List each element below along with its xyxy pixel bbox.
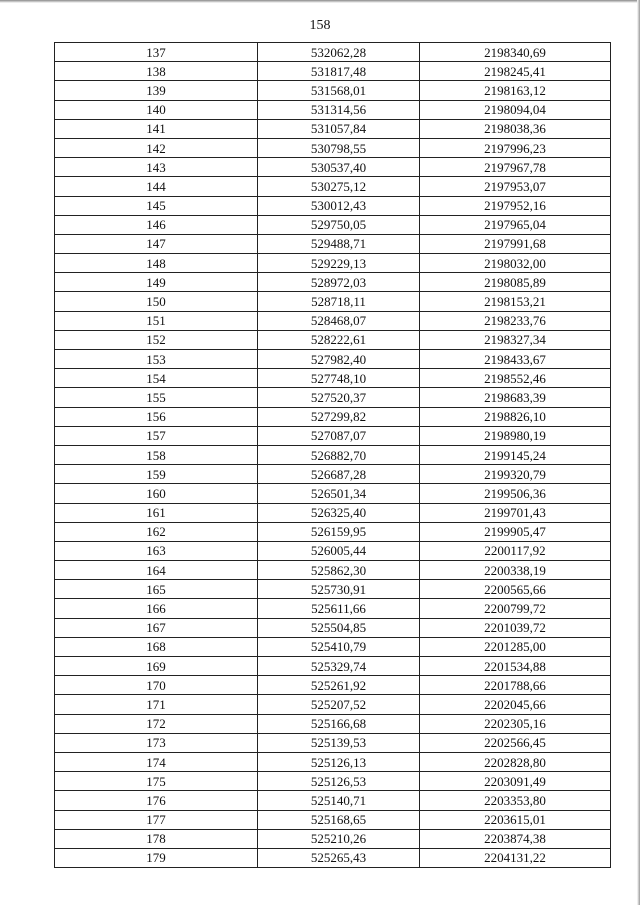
point-number-cell: 174 [55, 752, 258, 771]
x-coordinate-cell: 526687,28 [258, 465, 420, 484]
table-row [55, 445, 611, 464]
table-row [55, 733, 611, 752]
table-row [55, 561, 611, 580]
point-number-cell: 148 [55, 254, 258, 273]
point-number-cell: 140 [55, 100, 258, 119]
point-number-cell: 154 [55, 369, 258, 388]
x-coordinate-cell: 530537,40 [258, 158, 420, 177]
y-coordinate-cell: 2198038,36 [420, 119, 611, 138]
y-coordinate-cell: 2198245,41 [420, 62, 611, 81]
point-number-cell: 142 [55, 138, 258, 157]
y-coordinate-cell: 2197991,68 [420, 234, 611, 253]
y-coordinate-cell: 2198085,89 [420, 273, 611, 292]
table-row [55, 810, 611, 829]
x-coordinate-cell: 528468,07 [258, 311, 420, 330]
point-number-cell: 177 [55, 810, 258, 829]
x-coordinate-cell: 526501,34 [258, 484, 420, 503]
x-coordinate-cell: 530275,12 [258, 177, 420, 196]
table-row [55, 848, 611, 867]
table-row [55, 580, 611, 599]
table-row [55, 637, 611, 656]
x-coordinate-cell: 532062,28 [258, 43, 420, 62]
coordinates-table [54, 42, 611, 868]
table-row [55, 676, 611, 695]
point-number-cell: 145 [55, 196, 258, 215]
point-number-cell: 139 [55, 81, 258, 100]
x-coordinate-cell: 525862,30 [258, 561, 420, 580]
y-coordinate-cell: 2200117,92 [420, 541, 611, 560]
point-number-cell: 170 [55, 676, 258, 695]
table-row [55, 138, 611, 157]
y-coordinate-cell: 2199506,36 [420, 484, 611, 503]
table-row [55, 158, 611, 177]
point-number-cell: 163 [55, 541, 258, 560]
y-coordinate-cell: 2200799,72 [420, 599, 611, 618]
y-coordinate-cell: 2202828,80 [420, 752, 611, 771]
y-coordinate-cell: 2202566,45 [420, 733, 611, 752]
x-coordinate-cell: 525140,71 [258, 791, 420, 810]
point-number-cell: 161 [55, 503, 258, 522]
table-row [55, 772, 611, 791]
x-coordinate-cell: 527087,07 [258, 426, 420, 445]
x-coordinate-cell: 525730,91 [258, 580, 420, 599]
x-coordinate-cell: 531314,56 [258, 100, 420, 119]
x-coordinate-cell: 525329,74 [258, 657, 420, 676]
table-row [55, 484, 611, 503]
point-number-cell: 146 [55, 215, 258, 234]
x-coordinate-cell: 525168,65 [258, 810, 420, 829]
x-coordinate-cell: 528222,61 [258, 330, 420, 349]
table-row [55, 62, 611, 81]
point-number-cell: 151 [55, 311, 258, 330]
x-coordinate-cell: 525265,43 [258, 848, 420, 867]
y-coordinate-cell: 2198153,21 [420, 292, 611, 311]
point-number-cell: 167 [55, 618, 258, 637]
point-number-cell: 158 [55, 445, 258, 464]
scan-top-edge [0, 0, 640, 3]
point-number-cell: 159 [55, 465, 258, 484]
x-coordinate-cell: 528718,11 [258, 292, 420, 311]
table-row [55, 791, 611, 810]
y-coordinate-cell: 2198433,67 [420, 350, 611, 369]
x-coordinate-cell: 525611,66 [258, 599, 420, 618]
point-number-cell: 164 [55, 561, 258, 580]
table-row [55, 369, 611, 388]
point-number-cell: 173 [55, 733, 258, 752]
y-coordinate-cell: 2198980,19 [420, 426, 611, 445]
y-coordinate-cell: 2197965,04 [420, 215, 611, 234]
table-row [55, 81, 611, 100]
y-coordinate-cell: 2201039,72 [420, 618, 611, 637]
table-row [55, 657, 611, 676]
x-coordinate-cell: 525504,85 [258, 618, 420, 637]
y-coordinate-cell: 2199145,24 [420, 445, 611, 464]
point-number-cell: 171 [55, 695, 258, 714]
point-number-cell: 141 [55, 119, 258, 138]
y-coordinate-cell: 2201285,00 [420, 637, 611, 656]
point-number-cell: 138 [55, 62, 258, 81]
x-coordinate-cell: 530012,43 [258, 196, 420, 215]
x-coordinate-cell: 525410,79 [258, 637, 420, 656]
y-coordinate-cell: 2198327,34 [420, 330, 611, 349]
table-row [55, 407, 611, 426]
y-coordinate-cell: 2203091,49 [420, 772, 611, 791]
y-coordinate-cell: 2198340,69 [420, 43, 611, 62]
table-row [55, 714, 611, 733]
x-coordinate-cell: 525166,68 [258, 714, 420, 733]
table-row [55, 234, 611, 253]
x-coordinate-cell: 525126,13 [258, 752, 420, 771]
point-number-cell: 166 [55, 599, 258, 618]
y-coordinate-cell: 2204131,22 [420, 848, 611, 867]
y-coordinate-cell: 2200338,19 [420, 561, 611, 580]
point-number-cell: 169 [55, 657, 258, 676]
x-coordinate-cell: 530798,55 [258, 138, 420, 157]
point-number-cell: 160 [55, 484, 258, 503]
y-coordinate-cell: 2197952,16 [420, 196, 611, 215]
x-coordinate-cell: 527748,10 [258, 369, 420, 388]
point-number-cell: 143 [55, 158, 258, 177]
y-coordinate-cell: 2202305,16 [420, 714, 611, 733]
point-number-cell: 153 [55, 350, 258, 369]
table-row [55, 465, 611, 484]
y-coordinate-cell: 2198163,12 [420, 81, 611, 100]
table-row [55, 752, 611, 771]
point-number-cell: 144 [55, 177, 258, 196]
table-row [55, 388, 611, 407]
x-coordinate-cell: 531817,48 [258, 62, 420, 81]
y-coordinate-cell: 2202045,66 [420, 695, 611, 714]
x-coordinate-cell: 529488,71 [258, 234, 420, 253]
x-coordinate-cell: 527299,82 [258, 407, 420, 426]
x-coordinate-cell: 525261,92 [258, 676, 420, 695]
x-coordinate-cell: 526882,70 [258, 445, 420, 464]
table-row [55, 119, 611, 138]
table-row [55, 829, 611, 848]
y-coordinate-cell: 2198233,76 [420, 311, 611, 330]
x-coordinate-cell: 525207,52 [258, 695, 420, 714]
y-coordinate-cell: 2198683,39 [420, 388, 611, 407]
page-number: 158 [309, 18, 331, 33]
y-coordinate-cell: 2197953,07 [420, 177, 611, 196]
y-coordinate-cell: 2198032,00 [420, 254, 611, 273]
point-number-cell: 150 [55, 292, 258, 311]
point-number-cell: 172 [55, 714, 258, 733]
table-row [55, 599, 611, 618]
y-coordinate-cell: 2201534,88 [420, 657, 611, 676]
table-row [55, 215, 611, 234]
x-coordinate-cell: 525126,53 [258, 772, 420, 791]
y-coordinate-cell: 2198552,46 [420, 369, 611, 388]
x-coordinate-cell: 526325,40 [258, 503, 420, 522]
coordinates-table-body [55, 43, 611, 868]
table-row [55, 522, 611, 541]
table-row [55, 43, 611, 62]
table-row [55, 100, 611, 119]
point-number-cell: 179 [55, 848, 258, 867]
point-number-cell: 137 [55, 43, 258, 62]
y-coordinate-cell: 2200565,66 [420, 580, 611, 599]
y-coordinate-cell: 2199905,47 [420, 522, 611, 541]
table-row [55, 311, 611, 330]
table-row [55, 330, 611, 349]
point-number-cell: 178 [55, 829, 258, 848]
y-coordinate-cell: 2199701,43 [420, 503, 611, 522]
x-coordinate-cell: 529750,05 [258, 215, 420, 234]
table-row [55, 292, 611, 311]
point-number-cell: 176 [55, 791, 258, 810]
point-number-cell: 162 [55, 522, 258, 541]
y-coordinate-cell: 2197996,23 [420, 138, 611, 157]
point-number-cell: 152 [55, 330, 258, 349]
point-number-cell: 149 [55, 273, 258, 292]
point-number-cell: 156 [55, 407, 258, 426]
table-row [55, 503, 611, 522]
point-number-cell: 168 [55, 637, 258, 656]
x-coordinate-cell: 525139,53 [258, 733, 420, 752]
y-coordinate-cell: 2201788,66 [420, 676, 611, 695]
table-row [55, 695, 611, 714]
table-row [55, 541, 611, 560]
point-number-cell: 157 [55, 426, 258, 445]
table-row [55, 618, 611, 637]
x-coordinate-cell: 531568,01 [258, 81, 420, 100]
x-coordinate-cell: 526159,95 [258, 522, 420, 541]
y-coordinate-cell: 2203615,01 [420, 810, 611, 829]
x-coordinate-cell: 526005,44 [258, 541, 420, 560]
y-coordinate-cell: 2197967,78 [420, 158, 611, 177]
x-coordinate-cell: 531057,84 [258, 119, 420, 138]
x-coordinate-cell: 529229,13 [258, 254, 420, 273]
point-number-cell: 155 [55, 388, 258, 407]
table-row [55, 426, 611, 445]
table-row [55, 177, 611, 196]
y-coordinate-cell: 2198094,04 [420, 100, 611, 119]
point-number-cell: 147 [55, 234, 258, 253]
y-coordinate-cell: 2198826,10 [420, 407, 611, 426]
table-row [55, 254, 611, 273]
x-coordinate-cell: 527982,40 [258, 350, 420, 369]
y-coordinate-cell: 2199320,79 [420, 465, 611, 484]
point-number-cell: 165 [55, 580, 258, 599]
y-coordinate-cell: 2203353,80 [420, 791, 611, 810]
table-row [55, 196, 611, 215]
x-coordinate-cell: 528972,03 [258, 273, 420, 292]
x-coordinate-cell: 525210,26 [258, 829, 420, 848]
table-row [55, 350, 611, 369]
point-number-cell: 175 [55, 772, 258, 791]
table-row [55, 273, 611, 292]
x-coordinate-cell: 527520,37 [258, 388, 420, 407]
y-coordinate-cell: 2203874,38 [420, 829, 611, 848]
